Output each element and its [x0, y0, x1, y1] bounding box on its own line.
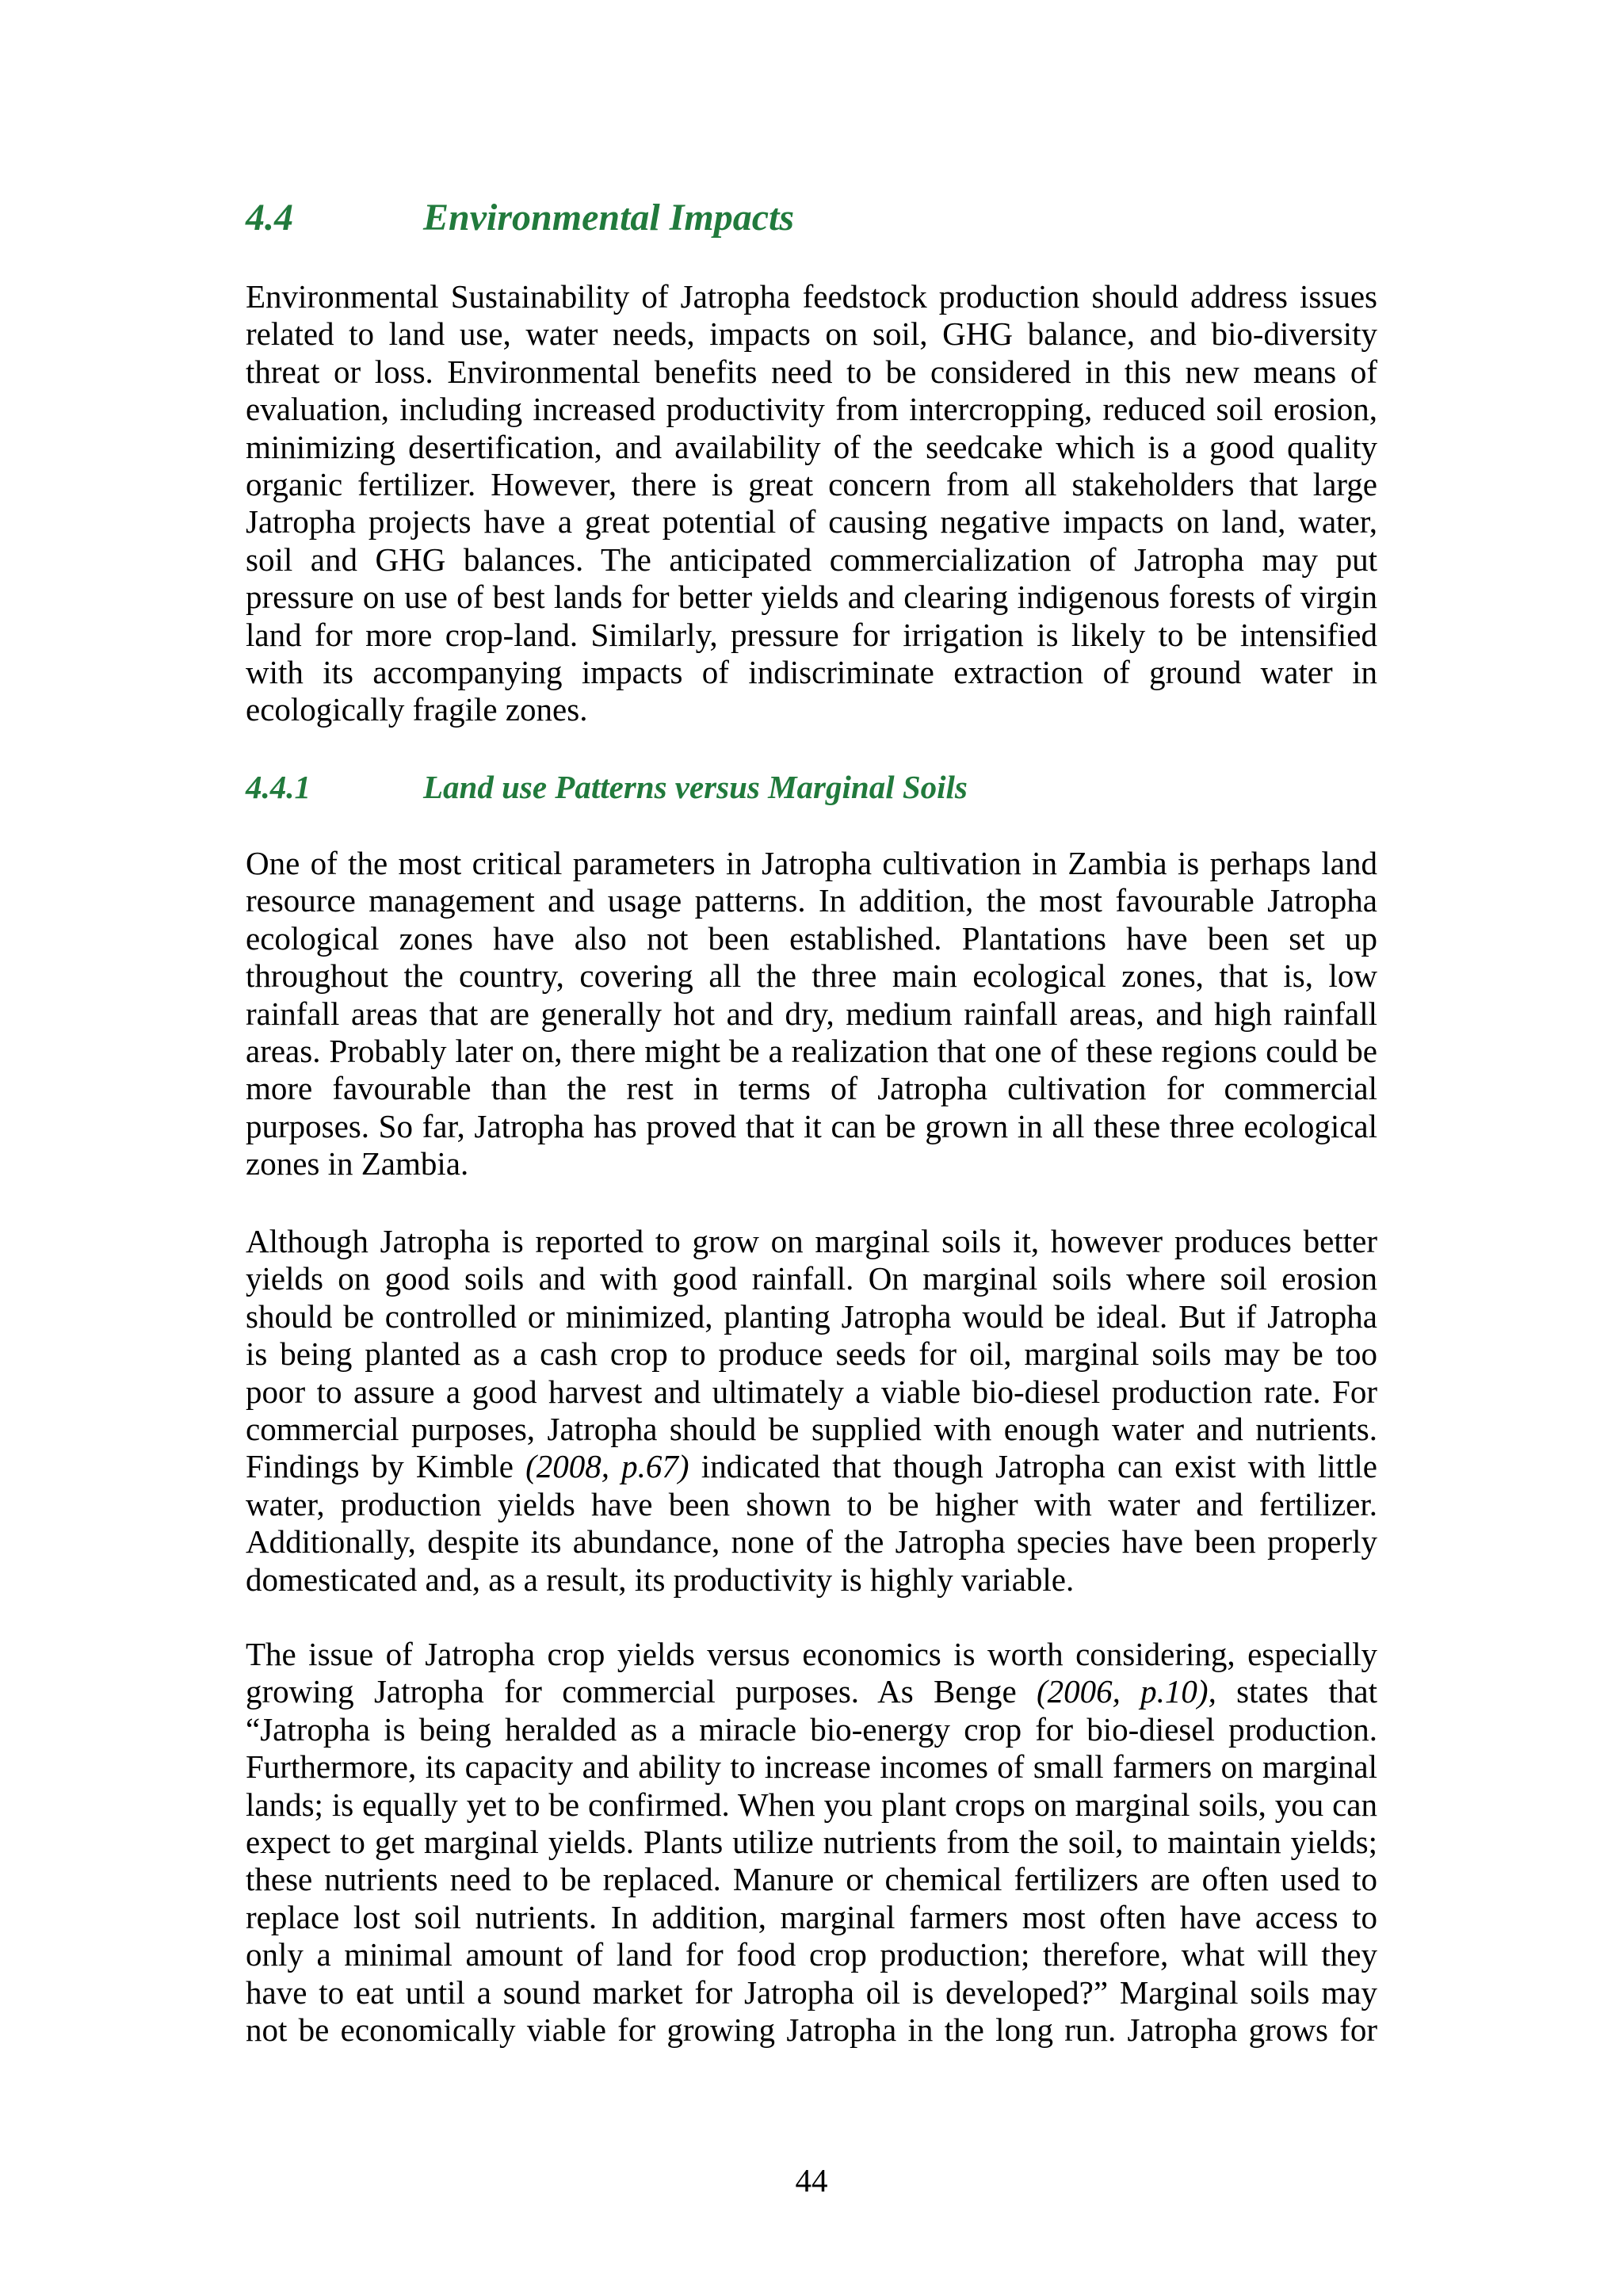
text-line: is being planted as a cash crop to produce seeds for oil, marginal soils may be too [246, 1335, 1377, 1373]
section-heading [246, 196, 1377, 240]
paragraph [246, 278, 1377, 729]
section-title: Environmental Impacts [423, 197, 795, 239]
text-line: resource management and usage patterns. In addition, the most favourable Jatropha [246, 882, 1377, 919]
paragraph [246, 1223, 1377, 1599]
text-line: poor to assure a good harvest and ultimately a viable bio-diesel production rate. For [246, 1373, 1377, 1410]
text-line: these nutrients need to be replaced. Manure or chemical fertilizers are often used to [246, 1861, 1377, 1898]
text-line: Furthermore, its capacity and ability to increase incomes of small farmers on marginal [246, 1748, 1377, 1786]
text-line: not be economically viable for growing Jatropha in the long run. Jatropha grows for [246, 2011, 1377, 2048]
page-number: 44 [795, 2162, 828, 2199]
text-line: soil and GHG balances. The anticipated commercialization of Jatropha may put [246, 541, 1377, 578]
text-line: minimizing desertification, and availability of the seedcake which is a good quality [246, 428, 1377, 465]
text-line: areas. Probably later on, there might be a realization that one of these regions could be [246, 1032, 1377, 1069]
paragraph [246, 845, 1377, 1183]
text-line: yields on good soils and with good rainfall. On marginal soils where soil erosion [246, 1260, 1377, 1297]
subsection-number: 4.4.1 [246, 769, 311, 805]
text-segment: Findings by Kimble [246, 1448, 526, 1485]
text-line [246, 1448, 1377, 1485]
text-line: One of the most critical parameters in Jatropha cultivation in Zambia is perhaps land [246, 845, 1377, 881]
text-line: more favourable than the rest in terms of Jatropha cultivation for commercial [246, 1070, 1377, 1107]
citation: (2006, p.10), [1036, 1673, 1216, 1710]
text-line: water, production yields have been shown to be higher with water and fertilizer. [246, 1485, 1377, 1522]
text-line: ecological zones have also not been established. Plantations have been set up [246, 919, 1377, 957]
text-line: rainfall areas that are generally hot and dry, medium rainfall areas, and high rainfall [246, 995, 1377, 1032]
text-line: Additionally, despite its abundance, none of the Jatropha species have been properly [246, 1523, 1377, 1561]
text-line: land for more crop-land. Similarly, pressure for irrigation is likely to be intensified [246, 616, 1377, 653]
text-line: replace lost soil nutrients. In addition, marginal farmers most often have access to [246, 1898, 1377, 1935]
text-line: related to land use, water needs, impacts on soil, GHG balance, and bio-diversity [246, 315, 1377, 353]
text-line: “Jatropha is being heralded as a miracle bio-energy crop for bio-diesel production. [246, 1710, 1377, 1748]
text-line: zones in Zambia. [246, 1145, 469, 1182]
text-segment: indicated that though Jatropha can exist with little [689, 1448, 1377, 1485]
subsection-heading [246, 769, 1377, 806]
section-number: 4.4 [246, 197, 293, 239]
text-line: have to eat until a sound market for Jatropha oil is developed?” Marginal soils may [246, 1973, 1377, 2011]
text-line: domesticated and, as a result, its productivity is highly variable. [246, 1561, 1075, 1598]
text-line: ecologically fragile zones. [246, 691, 588, 728]
text-line: should be controlled or minimized, planting Jatropha would be ideal. But if Jatropha [246, 1297, 1377, 1335]
citation: (2008, p.67) [525, 1448, 689, 1485]
text-segment: growing Jatropha for commercial purposes. As Benge [246, 1673, 1037, 1710]
text-line: lands; is equally yet to be confirmed. When you plant crops on marginal soils, you can [246, 1786, 1377, 1823]
text-line [246, 1673, 1377, 1710]
text-line: evaluation, including increased productivity from intercropping, reduced soil erosion, [246, 391, 1377, 428]
text-line: purposes. So far, Jatropha has proved that it can be grown in all these three ecological [246, 1107, 1377, 1144]
text-line: expect to get marginal yields. Plants utilize nutrients from the soil, to maintain yields; [246, 1823, 1377, 1860]
text-line: threat or loss. Environmental benefits need to be considered in this new means of [246, 353, 1377, 390]
text-line: Jatropha projects have a great potential of causing negative impacts on land, water, [246, 503, 1377, 541]
text-line: pressure on use of best lands for better yields and clearing indigenous forests of virgin [246, 579, 1377, 616]
subsection-title: Land use Patterns versus Marginal Soils [423, 769, 968, 805]
text-line: commercial purposes, Jatropha should be supplied with enough water and nutrients. [246, 1410, 1377, 1447]
paragraph [246, 1636, 1377, 2049]
text-line: The issue of Jatropha crop yields versus economics is worth considering, especially [246, 1636, 1377, 1672]
text-line: organic fertilizer. However, there is great concern from all stakeholders that large [246, 465, 1377, 502]
text-line: throughout the country, covering all the three main ecological zones, that is, low [246, 957, 1377, 995]
text-segment: states that [1216, 1673, 1378, 1710]
text-line: Although Jatropha is reported to grow on marginal soils it, however produces better [246, 1223, 1377, 1259]
text-line: with its accompanying impacts of indiscriminate extraction of ground water in [246, 653, 1377, 690]
text-line: Environmental Sustainability of Jatropha feedstock production should address issues [246, 278, 1377, 315]
text-line: only a minimal amount of land for food crop production; therefore, what will they [246, 1936, 1377, 1973]
